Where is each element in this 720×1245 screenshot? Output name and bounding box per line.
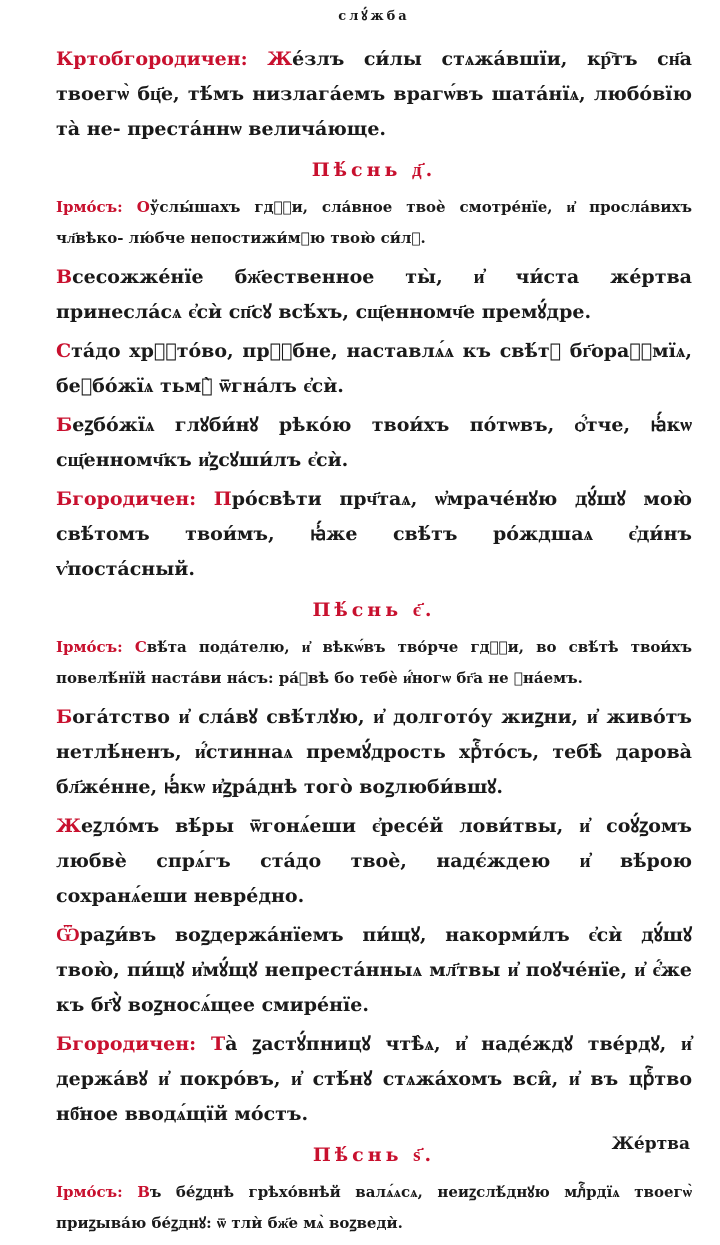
red-initial: Ж: [56, 815, 81, 837]
red-initial: Бгородичен: Т: [56, 1033, 226, 1055]
red-initial: Б: [56, 706, 73, 728]
irmos-paragraph: [56, 192, 692, 254]
paragraph-text: еꙁло́мъ вѣ́ры ѿгонѧ́еши є҆ресе́й лови́твы, и҆ соꙋ́ꙁомъ любвѐ спрѧ́гъ ста́до твоѐ, надє́ждею и҆ вѣ́рою сохранѧ́еши невре́дно.: [56, 815, 692, 907]
paragraph-text: ўслы́шахъ гдⷭ҇и, сла́вное твоѐ смотре́нїе, и҆ просла́вихъ чл҃вѣко- лю́бче непостижи́мꙋю твою̀ си́лꙋ.: [56, 198, 692, 247]
running-head: слꙋ́жба: [338, 9, 410, 24]
troparion-paragraph: [56, 408, 692, 478]
troparion-paragraph: [56, 700, 692, 805]
ode-heading: Пѣ́снь є҃.: [312, 599, 436, 621]
paragraph-text: вѣ́та пода́телю, и҆ вѣкѡ́въ тво́рче гдⷭ҇и, во свѣ́тѣ твои́хъ повелѣ́нїй наста́ви на́съ: ра́ꙁвѣ бо тебѐ и҆́ногѡ бг҃а не ꙁна́емъ.: [56, 638, 692, 687]
red-initial: Ірмо́съ: О: [56, 198, 150, 216]
troparion-paragraph: [56, 42, 692, 147]
red-initial: Ѿ: [56, 924, 80, 946]
troparion-paragraph: [56, 482, 692, 587]
paragraph-text: еꙁбо́жїѧ глꙋби́нꙋ рѣко́ю твои́хъ по́тѡвъ, ѻ҆́тче, ꙗ҆́кѡ сщ҃енномч҃къ и҆ꙁсꙋши́лъ є҆сѝ.: [56, 414, 692, 471]
text-body: [56, 42, 692, 1239]
catchword: Же́ртва: [611, 1134, 690, 1154]
red-initial: С: [56, 340, 72, 362]
troparion-paragraph: [56, 918, 692, 1023]
red-initial: Б: [56, 414, 73, 436]
troparion-paragraph: [56, 809, 692, 914]
paragraph-text: ога́тство и҆ сла́вꙋ свѣ́тлꙋю, и҆ долгото́у жиꙁни, и҆ живо́тъ нетлѣ́ненъ, и҆́стиннаѧ премꙋ́дрость хрⷭ҇то́съ, тебѣ̀ дарова̀ бл҃же́нне, ꙗ҆́кѡ и҆ꙁра́днѣ того̀ воꙁлюби́вшꙋ.: [56, 706, 692, 798]
page-content: [56, 6, 692, 1245]
red-initial: Кртобгородичен: Ж: [56, 48, 293, 70]
paragraph-text: ъ бе́ꙁднѣ грѣхо́внѣй валѧ́ѧсѧ, неиꙁслѣ́днꙋю млⷭ҇рдїѧ твоегѡ̀ приꙁыва́ю бе́ꙁднꙋ: ѿ тлѝ бж҃е мѧ̀ воꙁведѝ.: [56, 1183, 692, 1232]
red-initial: В: [56, 266, 73, 288]
paragraph-text: раꙁи́въ воꙁдержа́нїемъ пи́щꙋ, накорми́лъ є҆сѝ дꙋ́шꙋ твою̀, пи́щꙋ и҆мꙋ́щꙋ непреста́нныѧ мл҃твы и҆ поꙋче́нїе, и҆ є҆́же къ бг҃ꙋ̀ воꙁносѧ́щее смире́нїе.: [56, 924, 692, 1016]
troparion-paragraph: [56, 334, 692, 404]
irmos-paragraph: [56, 632, 692, 694]
paragraph-text: ро́свѣти прч҃таѧ, ѡ҆мраче́нꙋю дꙋ́шꙋ мою̀ свѣ́томъ твои́мъ, ꙗ҆́же свѣ́тъ ро́ждшаѧ є҆ди́нъ ѵ҆поста́сный.: [56, 488, 692, 580]
red-initial: Бгородичен: П: [56, 488, 232, 510]
red-initial: Ірмо́съ: В: [56, 1183, 150, 1201]
red-initial: Ірмо́съ: С: [56, 638, 147, 656]
ode-heading: Пѣ́снь д҃.: [311, 159, 437, 181]
paragraph-text: а̀ ꙁастꙋ́пницꙋ чтѣ̀ѧ, и҆ наде́ждꙋ тве́рдꙋ, и҆ держа́вꙋ и҆ покро́въ, и҆ стѣ́нꙋ стѧжа́хомъ вси̑, и҆ въ црⷭ҇тво нб҃ное вводѧ́щїй мо́стъ.: [56, 1033, 693, 1125]
paragraph-text: сесожже́нїе бж҃ественное ты̀, и҆ чи́ста же́ртва принесла́сѧ є҆сѝ сп҃сꙋ всѣ́хъ, сщ҃енномч҃е премꙋ́дре.: [56, 266, 692, 323]
troparion-paragraph: [56, 1027, 692, 1132]
paragraph-text: е́злъ си́лы стѧжа́вшїи, кр҇тъ сн҃а твоегѡ̀ бц҃е, тѣ́мъ низлага́емъ врагѡ́въ шата́нїѧ, любо́вїю та̀ не- преста́ннѡ велича́юще.: [56, 48, 692, 140]
ode-heading: Пѣ́снь ѕ҃.: [312, 1144, 436, 1166]
irmos-paragraph: [56, 1177, 692, 1239]
troparion-paragraph: [56, 260, 692, 330]
paragraph-text: та́до хрⷭ҇то́во, прⷭ҇бне, наставлѧ́ѧ къ свѣ́тꙋ бг҃ораꙁꙋмїѧ, беꙁбо́жїѧ тьмꙋ̀ ѿгна́лъ є҆сѝ.: [56, 340, 692, 397]
